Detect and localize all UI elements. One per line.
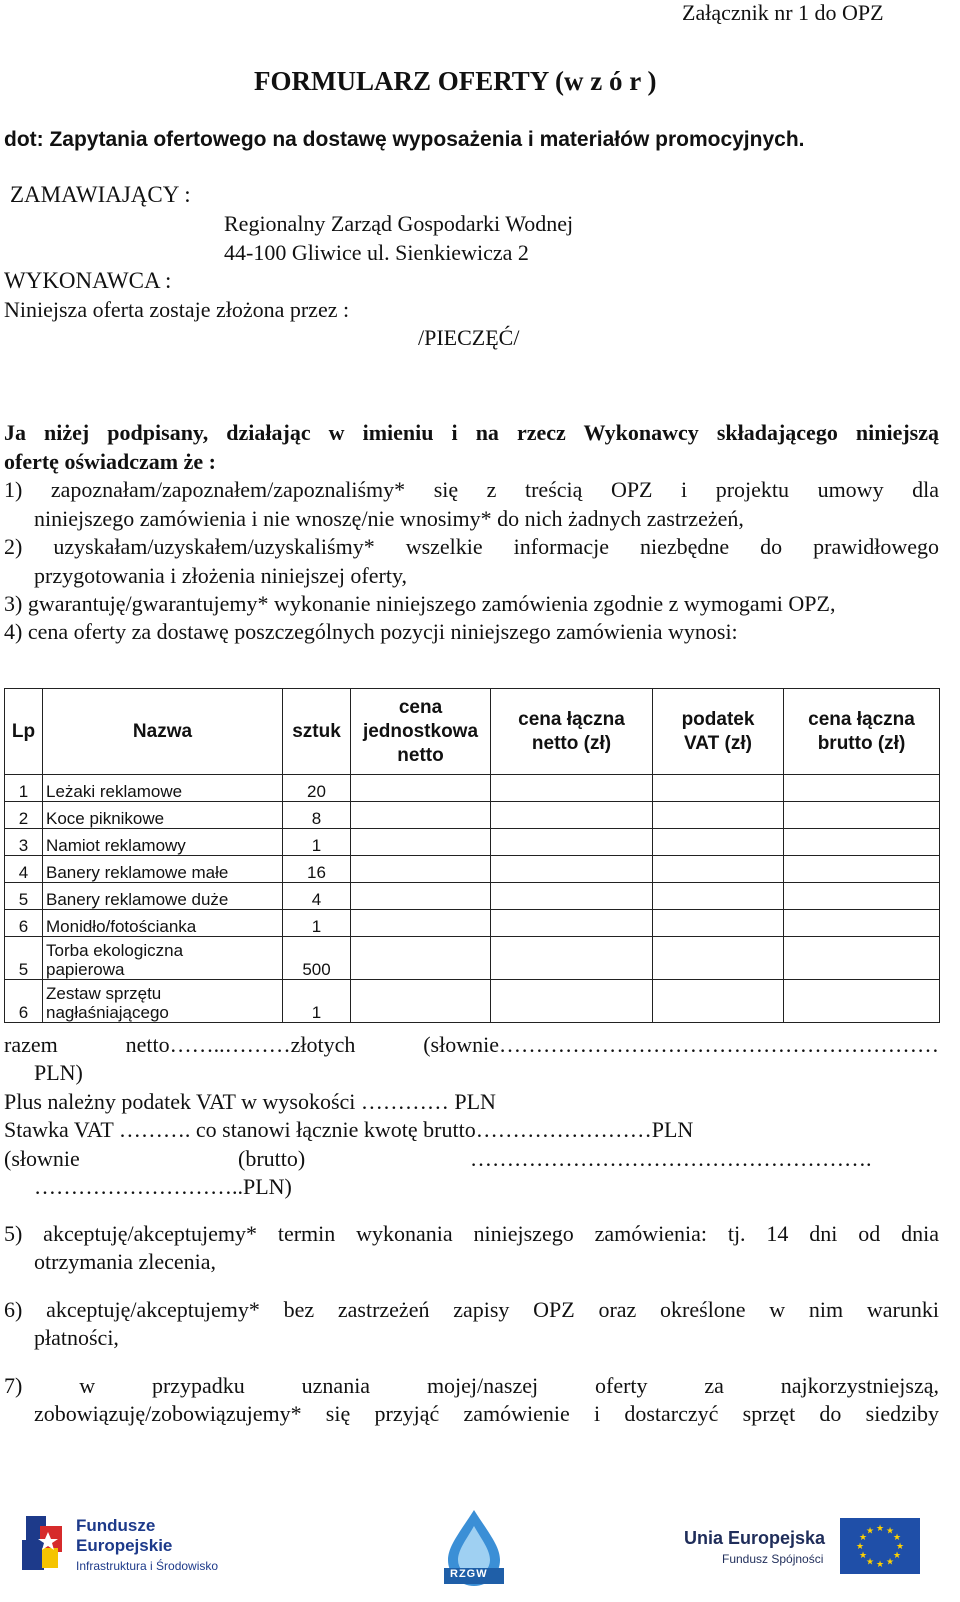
point-5-cont: otrzymania zlecenia, <box>34 1249 217 1274</box>
svg-text:★: ★ <box>865 1526 875 1537</box>
point-5: 5) akceptuję/akceptujemy* termin wykonania niniejszego zamówienia: tj. 14 dni od dnia <box>4 1221 939 1246</box>
row-unit-price[interactable] <box>351 856 491 883</box>
vat-amount-line: Plus należny podatek VAT w wysokości ………… PLN <box>4 1089 496 1114</box>
row-name: Namiot reklamowy <box>43 829 283 856</box>
row-vat[interactable] <box>653 883 784 910</box>
row-lp: 6 <box>5 980 43 1023</box>
row-lp: 2 <box>5 802 43 829</box>
row-qty: 1 <box>283 910 351 937</box>
row-qty: 8 <box>283 802 351 829</box>
point-3: 3) gwarantuję/gwarantujemy* wykonanie niniejszego zamówienia zgodnie z wymogami OPZ, <box>4 591 836 616</box>
row-unit-price[interactable] <box>351 802 491 829</box>
point-7-cont: zobowiązuję/zobowiązujemy* się przyjąć zamówienie i dostarczyć sprzęt do siedziby <box>34 1401 939 1426</box>
row-total-net[interactable] <box>491 829 653 856</box>
row-total-gross[interactable] <box>784 937 940 980</box>
orderer-name: Regionalny Zarząd Gospodarki Wodnej <box>224 211 574 236</box>
point-6: 6) akceptuję/akceptujemy* bez zastrzeżeń zapisy OPZ oraz określone w nim warunki <box>4 1297 939 1322</box>
row-unit-price[interactable] <box>351 883 491 910</box>
header-total-net: cena łączna netto (zł) <box>491 689 653 775</box>
net-total-line-cont: PLN) <box>34 1060 83 1085</box>
svg-text:★: ★ <box>865 1557 875 1568</box>
attachment-label: Załącznik nr 1 do OPZ <box>682 0 884 25</box>
svg-text:★: ★ <box>885 1557 895 1568</box>
row-qty: 4 <box>283 883 351 910</box>
row-qty: 16 <box>283 856 351 883</box>
point-6-cont: płatności, <box>34 1325 119 1350</box>
row-name-line: nagłaśniającego <box>46 1003 169 1022</box>
row-vat[interactable] <box>653 937 784 980</box>
table-row <box>5 883 940 910</box>
eu-subtitle: Fundusz Spójności <box>722 1552 824 1566</box>
declaration-intro: Ja niżej podpisany, działając w imieniu i na rzecz Wykonawcy składającego niniejszą <box>4 420 939 445</box>
row-name: Banery reklamowe duże <box>43 883 283 910</box>
row-name-line: Torba ekologiczna <box>46 941 184 960</box>
row-name <box>43 937 283 980</box>
row-total-net[interactable] <box>491 856 653 883</box>
svg-text:★: ★ <box>855 1542 865 1552</box>
row-total-gross[interactable] <box>784 910 940 937</box>
row-unit-price[interactable] <box>351 937 491 980</box>
row-unit-price[interactable] <box>351 775 491 802</box>
gross-total-line: Stawka VAT ………. co stanowi łącznie kwotę brutto……………………PLN <box>4 1117 694 1142</box>
row-vat[interactable] <box>653 856 784 883</box>
row-name: Leżaki reklamowe <box>43 775 283 802</box>
row-name-line: papierowa <box>46 960 125 979</box>
table-row <box>5 802 940 829</box>
svg-text:★: ★ <box>858 1551 868 1561</box>
header-qty: sztuk <box>283 689 351 775</box>
svg-text:★: ★ <box>895 1542 905 1552</box>
row-total-gross[interactable] <box>784 856 940 883</box>
net-total-line: razem netto……..………złotych (słownie…………………………………………………… <box>4 1032 939 1057</box>
row-unit-price[interactable] <box>351 829 491 856</box>
svg-text:★: ★ <box>885 1526 895 1537</box>
orderer-label: ZAMAWIAJĄCY : <box>10 182 191 207</box>
declaration-intro-cont: ofertę oświadczam że : <box>4 449 216 474</box>
table-row <box>5 829 940 856</box>
svg-text:★: ★ <box>858 1533 868 1543</box>
row-total-net[interactable] <box>491 775 653 802</box>
svg-text:★: ★ <box>892 1533 902 1543</box>
row-total-gross[interactable] <box>784 829 940 856</box>
row-vat[interactable] <box>653 775 784 802</box>
fundusze-europejskie-logo-icon <box>18 1512 68 1574</box>
table-row <box>5 980 940 1023</box>
row-vat[interactable] <box>653 980 784 1023</box>
header-vat: podatek VAT (zł) <box>653 689 784 775</box>
contractor-label: WYKONAWCA : <box>4 268 172 293</box>
row-qty: 1 <box>283 980 351 1023</box>
svg-text:★: ★ <box>892 1551 902 1561</box>
svg-text:★: ★ <box>875 1524 885 1534</box>
words-dots: ………………………………………………. <box>470 1146 872 1171</box>
offer-table <box>4 688 940 1023</box>
header-lp: Lp <box>5 689 43 775</box>
footer-logos <box>0 1488 960 1602</box>
fe-title-2: Europejskie <box>76 1536 173 1555</box>
point-2-cont: przygotowania i złożenia niniejszej oferty, <box>34 563 408 588</box>
table-row <box>5 910 940 937</box>
row-vat[interactable] <box>653 829 784 856</box>
point-1-cont: niniejszego zamówienia i nie wnoszę/nie wnosimy* do nich żadnych zastrzeżeń, <box>34 506 744 531</box>
table-header-row <box>5 689 940 775</box>
header-total-gross: cena łączna brutto (zł) <box>784 689 940 775</box>
row-unit-price[interactable] <box>351 980 491 1023</box>
row-name: Banery reklamowe małe <box>43 856 283 883</box>
row-total-gross[interactable] <box>784 980 940 1023</box>
table-row <box>5 937 940 980</box>
row-lp: 5 <box>5 937 43 980</box>
row-name <box>43 980 283 1023</box>
row-total-net[interactable] <box>491 980 653 1023</box>
row-qty: 1 <box>283 829 351 856</box>
row-lp: 4 <box>5 856 43 883</box>
row-total-net[interactable] <box>491 802 653 829</box>
row-unit-price[interactable] <box>351 910 491 937</box>
point-2: 2) uzyskałam/uzyskałem/uzyskaliśmy* wszelkie informacje niezbędne do prawidłowego <box>4 534 939 559</box>
subject-line: dot: Zapytania ofertowego na dostawę wyposażenia i materiałów promocyjnych. <box>4 128 805 151</box>
row-lp: 3 <box>5 829 43 856</box>
row-name: Monidło/fotościanka <box>43 910 283 937</box>
row-total-gross[interactable] <box>784 775 940 802</box>
row-lp: 6 <box>5 910 43 937</box>
point-7: 7) w przypadku uznania mojej/naszej oferty za najkorzystniejszą, <box>4 1373 939 1398</box>
words-brutto-label: (brutto) <box>238 1146 306 1171</box>
header-unit-price: cena jednostkowa netto <box>351 689 491 775</box>
words-line-cont: ………………………..PLN) <box>34 1174 292 1199</box>
rzgw-label: RZGW <box>450 1568 488 1580</box>
words-label: (słownie <box>4 1146 80 1171</box>
table-row <box>5 775 940 802</box>
row-name-line: Zestaw sprzętu <box>46 984 162 1003</box>
row-total-gross[interactable] <box>784 802 940 829</box>
fe-subtitle: Infrastruktura i Środowisko <box>76 1559 219 1573</box>
row-name: Koce piknikowe <box>43 802 283 829</box>
fe-title-1: Fundusze <box>76 1516 156 1535</box>
row-total-net[interactable] <box>491 883 653 910</box>
form-title: FORMULARZ OFERTY (w z ó r ) <box>254 66 657 96</box>
row-lp: 1 <box>5 775 43 802</box>
row-total-net[interactable] <box>491 910 653 937</box>
row-vat[interactable] <box>653 910 784 937</box>
stamp-placeholder: /PIECZĘĆ/ <box>418 325 520 350</box>
svg-text:★: ★ <box>875 1560 885 1570</box>
header-name: Nazwa <box>43 689 283 775</box>
submitted-by-text: Niniejsza oferta zostaje złożona przez : <box>4 297 350 322</box>
eu-flag-icon <box>840 1518 920 1574</box>
row-total-gross[interactable] <box>784 883 940 910</box>
orderer-address: 44-100 Gliwice ul. Sienkiewicza 2 <box>224 240 529 265</box>
row-total-net[interactable] <box>491 937 653 980</box>
eu-title: Unia Europejska <box>684 1528 826 1548</box>
point-1: 1) zapoznałam/zapoznałem/zapoznaliśmy* się z treścią OPZ i projektu umowy dla <box>4 477 939 502</box>
row-lp: 5 <box>5 883 43 910</box>
table-row <box>5 856 940 883</box>
row-vat[interactable] <box>653 802 784 829</box>
row-qty: 500 <box>283 937 351 980</box>
point-4: 4) cena oferty za dostawę poszczególnych pozycji niniejszego zamówienia wynosi: <box>4 619 738 644</box>
row-qty: 20 <box>283 775 351 802</box>
